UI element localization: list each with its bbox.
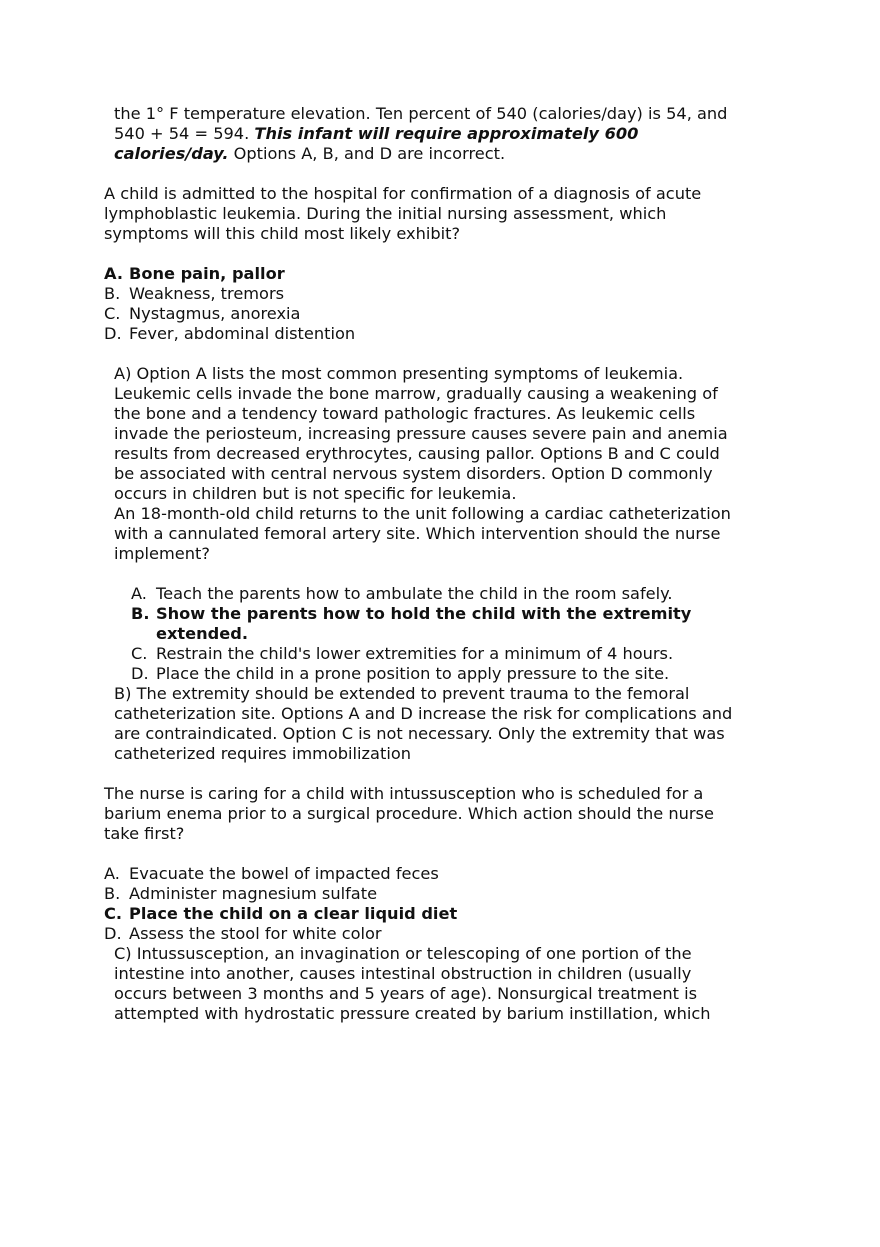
- question-stem: symptoms will this child most likely exhibit?: [104, 224, 461, 243]
- option-letter: B.: [104, 284, 121, 303]
- option-letter: C.: [104, 904, 123, 923]
- option-letter: A.: [131, 584, 147, 603]
- option-correct: [104, 264, 285, 284]
- option-text: Nystagmus, anorexia: [129, 304, 301, 323]
- option-letter: D.: [104, 324, 122, 343]
- rationale-line: catheterized requires immobilization: [114, 744, 411, 763]
- rationale-line: B) The extremity should be extended to prevent trauma to the femoral: [114, 684, 690, 703]
- question-stem: with a cannulated femoral artery site. Which intervention should the nurse: [114, 524, 721, 543]
- carryover-line: the 1° F temperature elevation. Ten percent of 540 (calories/day) is 54, and: [114, 104, 728, 123]
- option-text: Bone pain, pallor: [129, 264, 285, 283]
- option: [104, 924, 382, 944]
- option-text: Weakness, tremors: [129, 284, 285, 303]
- question-stem: lymphoblastic leukemia. During the initial nursing assessment, which: [104, 204, 667, 223]
- option-text: Place the child in a prone position to apply pressure to the site.: [156, 664, 670, 683]
- option-text: Show the parents how to hold the child with the extremity: [156, 604, 692, 623]
- rationale-line: are contraindicated. Option C is not necessary. Only the extremity that was: [114, 724, 725, 743]
- rationale-line: be associated with central nervous system disorders. Option D commonly: [114, 464, 713, 483]
- option-text: Assess the stool for white color: [129, 924, 382, 943]
- option-text: Administer magnesium sulfate: [129, 884, 378, 903]
- rationale-line: invade the periosteum, increasing pressure causes severe pain and anemia: [114, 424, 728, 443]
- option-text: Evacuate the bowel of impacted feces: [129, 864, 439, 883]
- question-stem: An 18-month-old child returns to the unit following a cardiac catheterization: [114, 504, 731, 523]
- option-letter: A.: [104, 264, 123, 283]
- option-correct: [104, 904, 457, 924]
- rationale-line: Leukemic cells invade the bone marrow, gradually causing a weakening of: [114, 384, 718, 403]
- question-stem: barium enema prior to a surgical procedure. Which action should the nurse: [104, 804, 714, 823]
- question-stem: A child is admitted to the hospital for confirmation of a diagnosis of acute: [104, 184, 702, 203]
- rationale-line: A) Option A lists the most common presenting symptoms of leukemia.: [114, 364, 684, 383]
- question-stem: The nurse is caring for a child with intussusception who is scheduled for a: [104, 784, 704, 803]
- emphasized-answer: This infant will require approximately 600: [254, 124, 639, 143]
- text: 540 + 54 = 594.: [114, 124, 255, 143]
- option: [104, 284, 284, 304]
- rationale-line: results from decreased erythrocytes, causing pallor. Options B and C could: [114, 444, 720, 463]
- rationale-line: occurs between 3 months and 5 years of age). Nonsurgical treatment is: [114, 984, 698, 1003]
- option: [131, 664, 669, 684]
- emphasized-answer: calories/day.: [114, 144, 229, 163]
- question-stem: take first?: [104, 824, 185, 843]
- rationale-line: C) Intussusception, an invagination or telescoping of one portion of the: [114, 944, 692, 963]
- option: [104, 864, 439, 884]
- option: [104, 324, 355, 344]
- option-text-continued: extended.: [156, 624, 248, 643]
- option-letter: C.: [131, 644, 148, 663]
- option-text: Place the child on a clear liquid diet: [129, 904, 458, 923]
- rationale-line: occurs in children but is not specific for leukemia.: [114, 484, 517, 503]
- option-letter: A.: [104, 864, 120, 883]
- question-stem: implement?: [114, 544, 210, 563]
- option-letter: C.: [104, 304, 121, 323]
- option-text: Teach the parents how to ambulate the child in the room safely.: [156, 584, 673, 603]
- option-letter: B.: [104, 884, 121, 903]
- option-letter: D.: [104, 924, 122, 943]
- option: [131, 584, 673, 604]
- rationale-line: catheterization site. Options A and D increase the risk for complications and: [114, 704, 733, 723]
- option: [104, 304, 300, 324]
- rationale-line: intestine into another, causes intestinal obstruction in children (usually: [114, 964, 692, 983]
- option-correct: [131, 604, 691, 624]
- option-letter: D.: [131, 664, 149, 683]
- option-text: Fever, abdominal distention: [129, 324, 356, 343]
- carryover-line: [114, 124, 638, 144]
- rationale-line: attempted with hydrostatic pressure created by barium instillation, which: [114, 1004, 711, 1023]
- option-text: Restrain the child's lower extremities for a minimum of 4 hours.: [156, 644, 674, 663]
- rationale-line: the bone and a tendency toward pathologic fractures. As leukemic cells: [114, 404, 696, 423]
- option: [104, 884, 377, 904]
- option: [131, 644, 673, 664]
- carryover-line: [114, 144, 505, 164]
- text: Options A, B, and D are incorrect.: [228, 144, 506, 163]
- option-letter: B.: [131, 604, 150, 623]
